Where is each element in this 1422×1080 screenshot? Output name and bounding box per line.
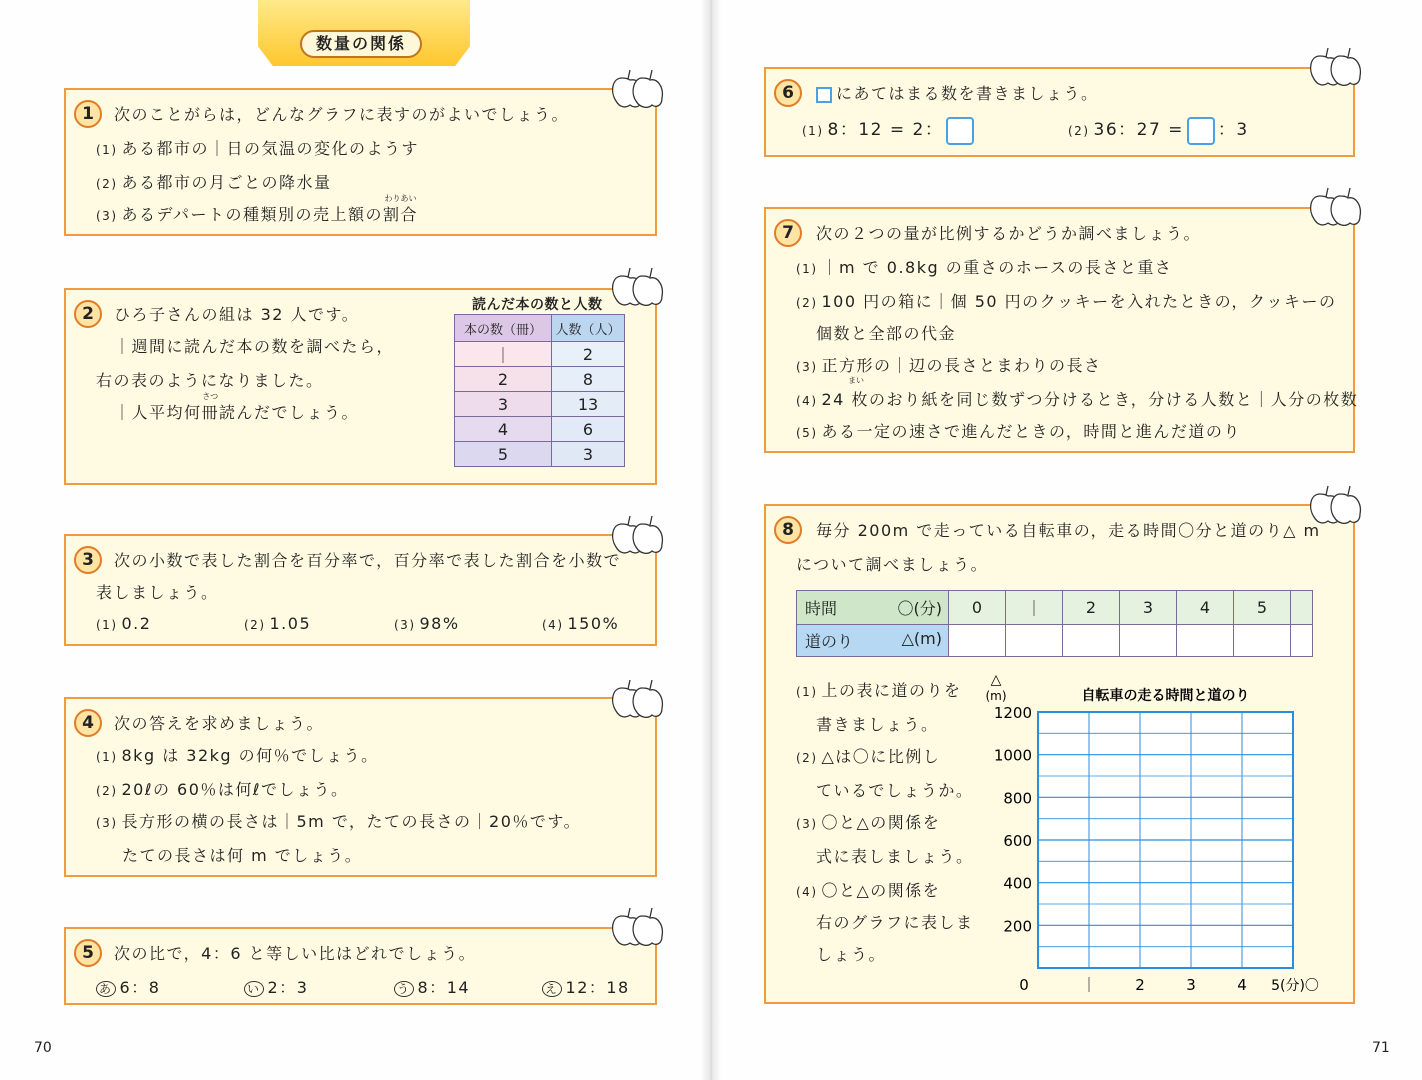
sub-question-2: (2) △は〇に比例し (796, 747, 941, 766)
x-tick-label: 3 (1186, 976, 1196, 994)
question-3-box (64, 534, 657, 646)
sub-question-1: (1) 8：12 = 2： (802, 115, 977, 146)
question-number: 7 (774, 219, 802, 247)
choice-u: う 8：14 (394, 975, 470, 998)
distance-cell[interactable] (949, 625, 1006, 657)
x-tick-label: ｜ (1081, 976, 1097, 994)
page-number-right: 71 (1372, 1040, 1390, 1056)
y-axis-unit: (m) (985, 689, 1007, 703)
row-label-time: 時間 〇(分) (797, 591, 949, 625)
sub-question-3: (3) 98% (394, 614, 460, 633)
sub-question-3-cont: 式に表しましょう。 (816, 847, 974, 866)
table-cell: 5 (455, 442, 552, 467)
question-8-box (764, 504, 1355, 1004)
sub-question-2: (2) ある都市の月ごとの降水量 (96, 173, 332, 192)
time-cell: 4 (1177, 591, 1234, 625)
question-prompt-cont: 表しましょう。 (96, 583, 219, 602)
table-cell: 2 (552, 342, 625, 367)
sub-question-4-ruby: まい (848, 376, 864, 385)
sub-question-2: (2) 100 円の箱に｜個 50 円のクッキーを入れたときの，クッキーの (796, 292, 1337, 311)
table-cell: 13 (552, 392, 625, 417)
y-tick-label: 1200 (993, 704, 1032, 722)
table-cell: 4 (455, 417, 552, 442)
sub-question-1-cont: 書きましょう。 (816, 715, 939, 734)
question-1-box (64, 88, 657, 236)
sub-question-4-cont: 右のグラフに表しま (816, 913, 974, 932)
question-text-line-2: ｜週間に読んだ本の数を調べたら， (114, 337, 395, 356)
table-header: 人数（人） (552, 315, 625, 342)
sub-question-2-cont: 個数と全部の代金 (816, 324, 957, 343)
question-prompt: 毎分 200m で走っている自転車の，走る時間〇分と道のり△ m (816, 521, 1321, 540)
sub-question-1: (1) 上の表に道のりを (796, 681, 962, 700)
question-prompt-cont: について調べましょう。 (796, 555, 989, 574)
sub-question-1: (1) 0.2 (96, 614, 152, 633)
sub-question-1: (1) ｜m で 0.8kg の重さのホースの長さと重さ (796, 258, 1173, 277)
y-tick-label: 200 (1003, 917, 1032, 936)
sub-question-3: (3) 長方形の横の長さは｜5m で，たての長さの｜20％です。 (96, 812, 582, 831)
apple-icon (1306, 484, 1362, 526)
question-prompt: 次の答えを求めましょう。 (114, 714, 325, 733)
time-cell: 2 (1063, 591, 1120, 625)
question-prompt: 次の小数で表した割合を百分率で，百分率で表した割合を小数で (114, 551, 622, 570)
sub-question-3: (3) 〇と△の関係を (796, 813, 941, 832)
sub-question-4: (4) 24 枚のおり紙を同じ数ずつ分けるとき，分ける人数と｜人分の枚数 (796, 390, 1359, 409)
choice-a: あ 6：8 (96, 975, 160, 998)
apple-icon (608, 68, 664, 110)
y-tick-label: 400 (1003, 874, 1032, 893)
sub-question-4: (4) 〇と△の関係を (796, 881, 941, 900)
question-number: 4 (74, 709, 102, 737)
sub-question-4-cont2: しょう。 (816, 945, 887, 964)
question-number: 8 (774, 516, 802, 544)
choice-i: い 2：3 (244, 975, 308, 998)
question-prompt: 次の２つの量が比例するかどうか調べましょう。 (816, 224, 1202, 243)
sub-question-4: (4) 150% (542, 614, 620, 633)
question-2-box (64, 288, 657, 485)
sub-question-3: (3) あるデパートの種類別の売上額の わりあい 割合 (96, 194, 419, 224)
blank-box-icon (816, 87, 832, 103)
x-tick-label: 4 (1237, 976, 1247, 994)
distance-time-chart[interactable] (976, 670, 1354, 996)
question-number: 6 (774, 79, 802, 107)
question-number: 5 (74, 939, 102, 967)
time-cell: 5 (1234, 591, 1291, 625)
answer-box[interactable] (946, 117, 974, 145)
distance-cell[interactable] (1177, 625, 1234, 657)
distance-cell-extra (1291, 625, 1313, 657)
books-table (454, 314, 625, 467)
question-number: 1 (74, 100, 102, 128)
y-tick-label: 600 (1003, 832, 1032, 850)
question-6-box (764, 67, 1355, 157)
sub-question-2: (2) 20ℓの 60％は何ℓでしょう。 (96, 780, 349, 799)
table-cell: ｜ (455, 342, 552, 367)
sub-question-1: (1) 8kg は 32kg の何％でしょう。 (96, 746, 379, 765)
apple-icon (608, 266, 664, 308)
apple-icon (1306, 46, 1362, 88)
distance-cell[interactable] (1006, 625, 1063, 657)
x-axis-label: 5(分)〇 (1271, 978, 1319, 994)
table-cell: 8 (552, 367, 625, 392)
sub-question-2: (2) 36：27 = ：3 (1068, 115, 1249, 146)
sub-question-1: (1) ある都市の｜日の気温の変化のようす (96, 139, 420, 158)
table-cell: 3 (455, 392, 552, 417)
question-prompt: 次の比で，4：6 と等しい比はどれでしょう。 (114, 944, 477, 963)
question-prompt: にあてはまる数を書きましょう。 (816, 81, 1099, 104)
question-5-box (64, 927, 657, 1005)
sub-question-3: (3) 正方形の｜辺の長さとまわりの長さ (796, 356, 1102, 375)
time-distance-table (796, 590, 1313, 657)
distance-cell[interactable] (1063, 625, 1120, 657)
sub-question-3-cont: たての長さは何 m でしょう。 (122, 846, 363, 865)
y-axis-label: △ (990, 672, 1002, 688)
y-tick-label: 1000 (993, 746, 1032, 765)
table-cell: 6 (552, 417, 625, 442)
apple-icon (608, 906, 664, 948)
page-number-left: 70 (34, 1040, 52, 1056)
distance-cell[interactable] (1234, 625, 1291, 657)
question-4-box (64, 697, 657, 877)
x-tick-label: 0 (1019, 976, 1029, 994)
chart-title: 自転車の走る時間と道のり (1081, 688, 1250, 704)
time-cell: 3 (1120, 591, 1177, 625)
book-gutter (700, 0, 722, 1080)
question-text-line-3: 右の表のようになりました。 (96, 371, 324, 390)
question-prompt: 次のことがらは，どんなグラフに表すのがよいでしょう。 (114, 105, 570, 124)
apple-icon (608, 514, 664, 556)
apple-icon (1306, 186, 1362, 228)
table-header: 本の数（冊） (455, 315, 552, 342)
row-label-distance: 道のり △(m) (797, 625, 949, 657)
answer-box[interactable] (1187, 117, 1215, 145)
table-cell: 2 (455, 367, 552, 392)
time-cell-extra (1291, 591, 1313, 625)
sub-question-2: (2) 1.05 (244, 614, 312, 633)
question-7-box (764, 207, 1359, 453)
table-cell: 3 (552, 442, 625, 467)
question-number: 3 (74, 546, 102, 574)
choice-e: え 12：18 (542, 975, 630, 998)
distance-cell[interactable] (1120, 625, 1177, 657)
question-text-line-1: ひろ子さんの組は 32 人です。 (114, 305, 360, 324)
sub-question-2-cont: ているでしょうか。 (816, 781, 974, 800)
table-title: 読んだ本の数と人数 (472, 297, 603, 313)
time-cell: ｜ (1006, 591, 1063, 625)
question-text-line-4: ｜人平均何 さつ 冊読んだでしょう。 (114, 392, 360, 422)
y-tick-label: 800 (1003, 789, 1032, 808)
apple-icon (608, 678, 664, 720)
x-tick-label: 2 (1135, 976, 1145, 994)
section-title: 数量の関係 (300, 30, 422, 58)
sub-question-5: (5) ある一定の速さで進んだときの，時間と進んだ道のり (796, 422, 1241, 441)
time-cell: 0 (949, 591, 1006, 625)
question-number: 2 (74, 300, 102, 328)
